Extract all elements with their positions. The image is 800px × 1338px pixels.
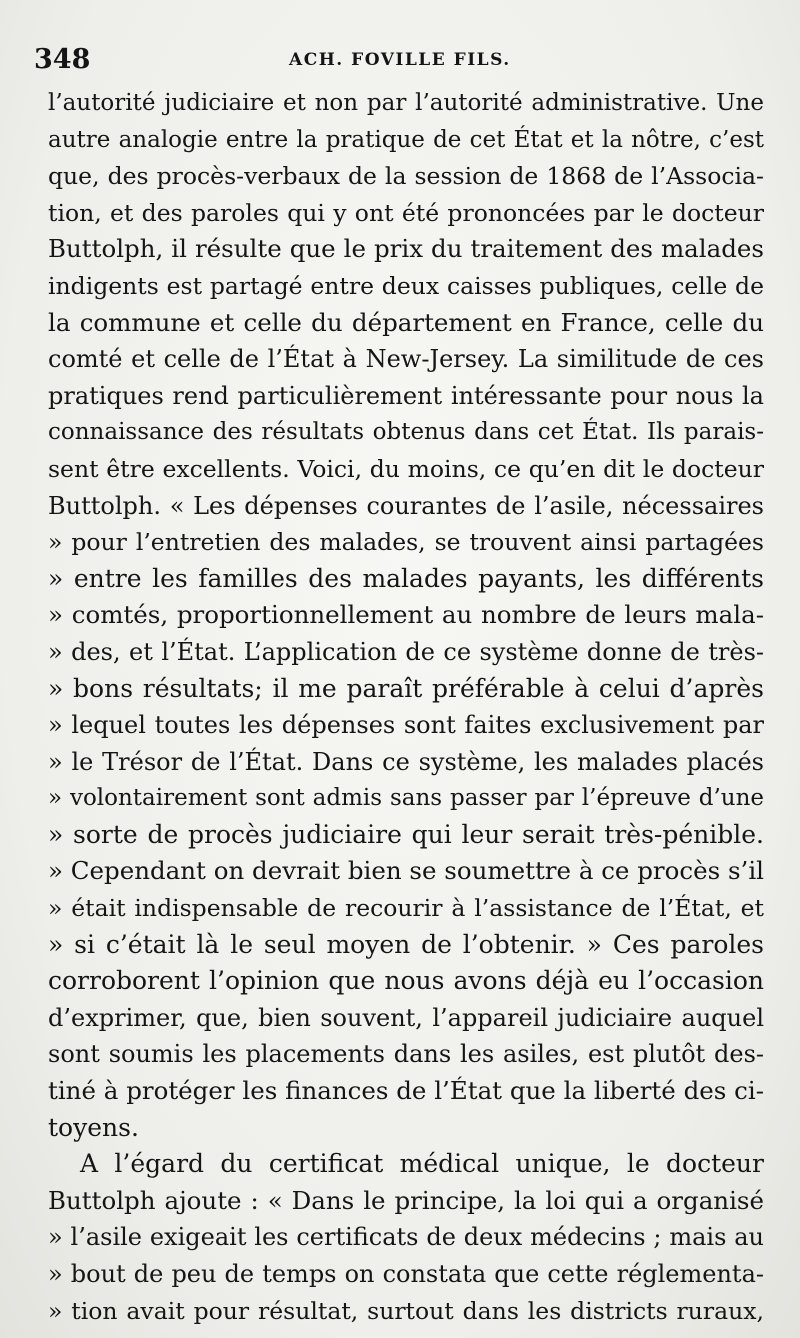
text-line: » volontairement sont admis sans passer par l’épreuve d’une	[48, 785, 764, 812]
text-line: Buttolph, il résulte que le prix du traitement des malades	[48, 234, 764, 264]
text-line: » des, et l’État. L’application de ce système donne de très-	[48, 637, 764, 666]
text-line: d’exprimer, que, bien souvent, l’appareil judiciaire auquel	[48, 1003, 764, 1032]
text-line: indigents est partagé entre deux caisses publiques, celle de	[48, 271, 764, 300]
text-line: » l’asile exigeait les certificats de deux médecins ; mais au	[48, 1223, 764, 1252]
text-line: » pour l’entretien des malades, se trouvent ainsi partagées	[48, 528, 764, 557]
body-text	[48, 85, 764, 1329]
text-line: » Cependant on devrait bien se soumettre à ce procès s’il	[48, 856, 764, 886]
text-line: Buttolph. « Les dépenses courantes de l’asile, nécessaires	[48, 491, 764, 520]
text-line: sent être excellents. Voici, du moins, ce qu’en dit le docteur	[48, 454, 764, 483]
text-line: autre analogie entre la pratique de cet État et la nôtre, c’est	[48, 126, 764, 153]
text-line: que, des procès-verbaux de la session de 1868 de l’Associa-	[48, 162, 764, 191]
text-line: tion, et des paroles qui y ont été prononcées par le docteur	[48, 198, 764, 227]
text-line: pratiques rend particulièrement intéressante pour nous la	[48, 381, 764, 410]
page-number: 348	[34, 44, 91, 75]
text-line: » sorte de procès judiciaire qui leur serait très-pénible.	[48, 819, 764, 849]
page-header	[34, 40, 764, 80]
text-line: » comtés, proportionnellement au nombre de leurs mala-	[48, 600, 764, 630]
text-line: » si c’était là le seul moyen de l’obtenir. » Ces paroles	[48, 929, 764, 959]
text-line: » bons résultats; il me paraît préférable à celui d’après	[48, 673, 764, 703]
text-line: connaissance des résultats obtenus dans cet État. Ils parais-	[48, 419, 764, 446]
text-line: » le Trésor de l’État. Dans ce système, les malades placés	[48, 747, 764, 776]
paragraph-start-line: A l’égard du certificat médical unique, le docteur	[80, 1149, 764, 1179]
text-line: » tion avait pour résultat, surtout dans les districts ruraux,	[48, 1296, 764, 1325]
text-line: toyens.	[48, 1112, 139, 1142]
text-line: comté et celle de l’État à New-Jersey. La similitude de ces	[48, 345, 764, 374]
text-line: » lequel toutes les dépenses sont faites exclusivement par	[48, 711, 764, 740]
text-line: » entre les familles des malades payants, les différents	[48, 563, 764, 593]
running-head: ACH. FOVILLE FILS.	[289, 50, 511, 70]
text-line: tiné à protéger les finances de l’État que la liberté des ci-	[48, 1076, 764, 1106]
text-line: Buttolph ajoute : « Dans le principe, la loi qui a organisé	[48, 1185, 764, 1215]
text-line: » était indispensable de recourir à l’assistance de l’État, et	[48, 894, 764, 923]
text-line: corroborent l’opinion que nous avons déjà eu l’occasion	[48, 966, 764, 996]
text-line: la commune et celle du département en France, celle du	[48, 307, 764, 337]
text-line: l’autorité judiciaire et non par l’autorité administrative. Une	[48, 90, 764, 116]
text-line: sont soumis les placements dans les asiles, est plutôt des-	[48, 1040, 764, 1069]
text-line: » bout de peu de temps on constata que cette réglementa-	[48, 1260, 764, 1288]
